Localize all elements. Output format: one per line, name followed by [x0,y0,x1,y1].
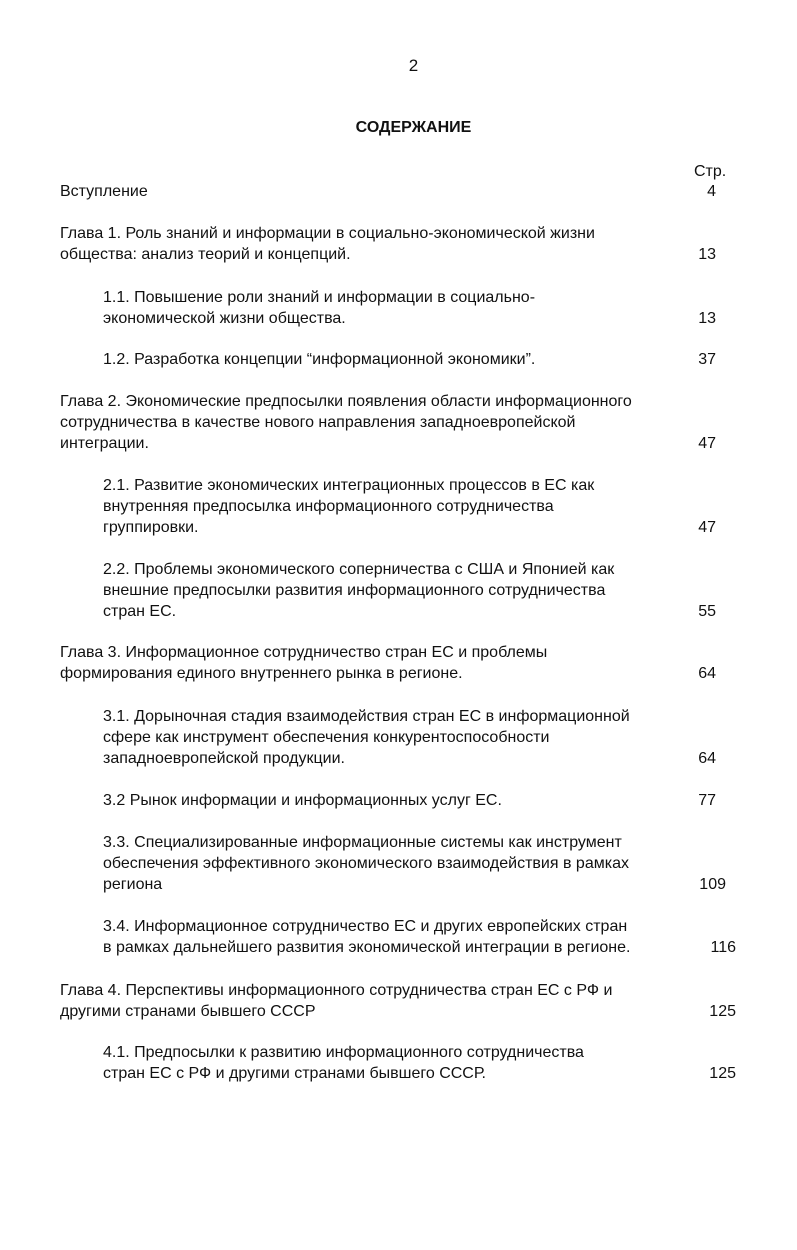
toc-entry-text: Глава 3. Информационное сотрудничество стран ЕС и проблемы формирования единого внутреннего рынка в регионе. [60,644,548,682]
toc-entry-text: 2.1. Развитие экономических интеграционных процессов в ЕС как внутренняя предпосылка информационного сотрудничества группировки. [103,477,595,536]
page-number: 2 [408,56,419,75]
toc-entry-text: Глава 1. Роль знаний и информации в социально-экономической жизни общества: анализ теорий и концепций. [60,225,595,263]
toc-entry-page: 37 [698,351,716,368]
toc-entry-text: 3.1. Дорыночная стадия взаимодействия стран ЕС в информационной сфере как инструмент обеспечения конкурентоспособности западноевропейской продукции. [103,708,630,767]
toc-entry-4-1 [103,1042,736,1084]
toc-entry-2-1 [103,475,716,538]
toc-entry-text: 4.1. Предпосылки к развитию информационного сотрудничества стран ЕС с РФ и другими странами бывшего СССР. [103,1044,584,1082]
toc-entry-intro [60,181,716,202]
toc-entry-page: 13 [698,246,716,263]
toc-entry-chapter-2 [60,391,716,454]
toc-entry-text: Вступление [60,183,148,200]
page-title: СОДЕРЖАНИЕ [355,119,472,136]
toc-entry-page: 47 [698,519,716,536]
page-column-header: Стр. [694,163,727,180]
toc-entry-page: 64 [698,665,716,682]
toc-entry-2-2 [103,559,716,622]
toc-entry-page: 125 [709,1003,736,1020]
toc-entry-3-3 [103,832,726,895]
toc-entry-page: 55 [698,603,716,620]
toc-entry-page: 116 [710,939,736,956]
toc-entry-page: 4 [707,183,716,200]
toc-entry-page: 125 [709,1065,736,1082]
toc-entry-page: 13 [698,310,716,327]
toc-entry-page: 77 [698,792,716,809]
toc-entry-chapter-3 [60,642,716,684]
toc-entry-text: 3.4. Информационное сотрудничество ЕС и других европейских стран в рамках дальнейшего развития экономической интеграции в регионе. [103,918,631,956]
toc-entry-1-1 [103,287,716,329]
toc-entry-3-1 [103,706,716,769]
toc-entry-chapter-1 [60,223,716,265]
toc-entry-page: 47 [698,435,716,452]
toc-entry-text: 3.3. Специализированные информационные системы как инструмент обеспечения эффективного экономического взаимодействия в рамках региона [103,834,629,893]
toc-entry-3-4 [103,916,736,958]
toc-entry-chapter-4 [60,980,736,1022]
toc-entry-text: Глава 4. Перспективы информационного сотрудничества стран ЕС с РФ и другими странами бывшего СССР [60,982,613,1020]
toc-entry-text: 1.2. Разработка концепции “информационной экономики”. [103,351,536,368]
toc-entry-text: 1.1. Повышение роли знаний и информации в социально- экономической жизни общества. [103,289,536,327]
toc-entry-text: 2.2. Проблемы экономического соперничества с США и Японией как внешние предпосылки развития информационного сотрудничества стран ЕС. [103,561,615,620]
toc-entry-page: 109 [699,876,726,893]
toc-entry-page: 64 [698,750,716,767]
toc-entry-text: 3.2 Рынок информации и информационных услуг ЕС. [103,792,502,809]
toc-entry-text: Глава 2. Экономические предпосылки появления области информационного сотрудничества в качестве нового направления западноевропейской интеграции. [60,393,632,452]
toc-entry-3-2 [103,790,716,811]
toc-entry-1-2 [103,349,716,370]
